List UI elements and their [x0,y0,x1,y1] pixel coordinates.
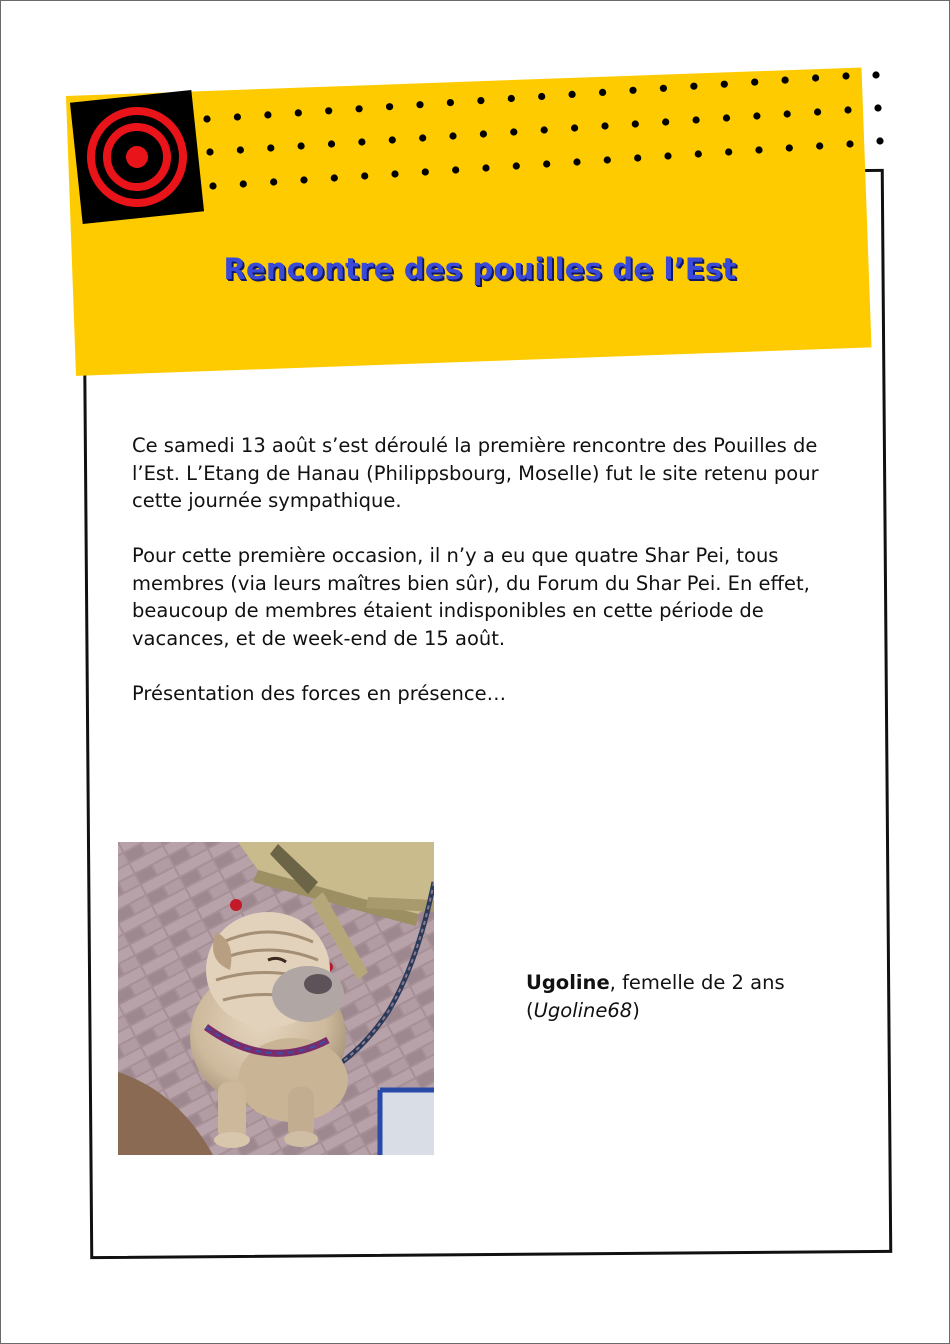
owner-handle: Ugoline68 [533,998,633,1022]
dog-description: , femelle de 2 ans [609,971,785,994]
dog-name: Ugoline [526,971,610,994]
handle-close-paren: ) [632,998,640,1022]
bullseye-icon [70,90,204,224]
paragraph-participants: Pour cette première occasion, il n’y a eu que quatre Shar Pei, tous membres (via leurs maîtres bien sûr), du Forum du Shar Pei. En effet, beaucoup de membres étaient indisponibles en cette période de vacances, et de week-end de 15 août. [132,544,810,650]
paragraph-presentation: Présentation des forces en présence… [132,681,507,705]
article-body [132,432,832,735]
shar-pei-photo [118,842,434,1155]
page-title: Rencontre des pouilles de l’Est [223,252,737,286]
paragraph-intro: Ce samedi 13 août s’est déroulé la première rencontre des Pouilles de l’Est. L’Etang de Hanau (Philippsbourg, Moselle) fut le site retenu pour cette journée sympathique. [132,434,819,512]
handle-open-paren: ( [526,998,534,1022]
photo-caption [526,969,856,1024]
